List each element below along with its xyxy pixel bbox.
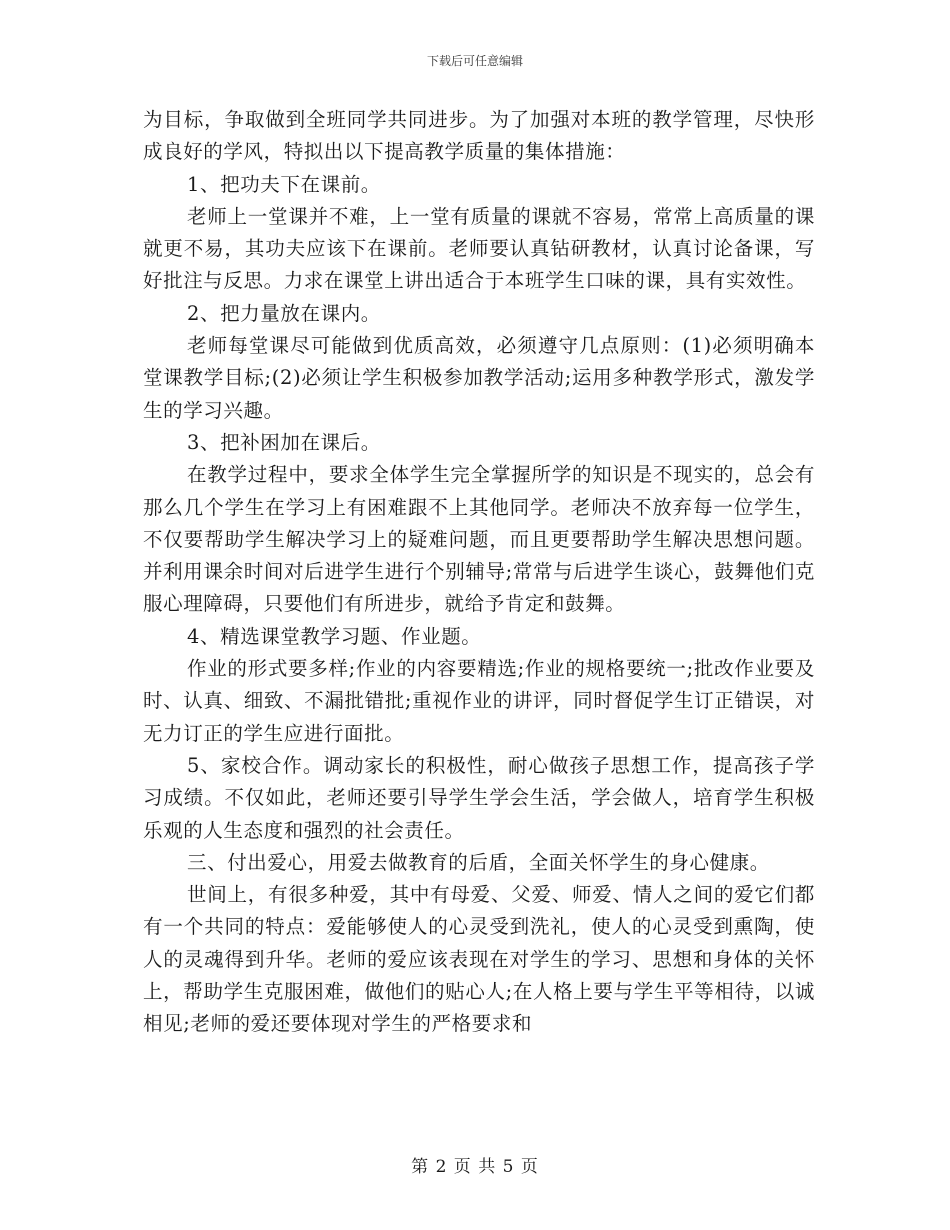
- heading-item-3: 3、把补困加在课后。: [187, 430, 381, 454]
- page-header: 下载后可任意编辑: [426, 54, 523, 68]
- section-heading-3: 三、付出爱心，用爱去做教育的后盾，全面关怀学生的身心健康。: [187, 850, 770, 874]
- paragraph-item-3: 在教学过程中，要求全体学生完全掌握所学的知识是不现实的，总会有那么几个学生在学习上有困难跟不上其他同学。老师决不放弃每一位学生，不仅要帮助学生解决学习上的疑难问题，而且更要帮助学生解决思想问题。并利用课余时间对后进学生进行个别辅导;常常与后进学生谈心，鼓舞他们克服心理障碍，只要他们有所进步，就给予肯定和鼓舞。: [143, 463, 815, 616]
- paragraph-love: 世间上，有很多种爱，其中有母爱、父爱、师爱、情人之间的爱它们都有一个共同的特点：爱能够使人的心灵受到洗礼，使人的心灵受到熏陶，使人的灵魂得到升华。老师的爱应该表现在对学生的学习、思想和身体的关怀上，帮助学生克服困难，做他们的贴心人;在人格上要与学生平等相待，以诚相见;老师的爱还要体现对学生的严格要求和: [143, 883, 815, 1036]
- document-body: [143, 104, 815, 1041]
- paragraph-item-4: 作业的形式要多样;作业的内容要精选;作业的规格要统一;批改作业要及时、认真、细致、不漏批错批;重视作业的讲评，同时督促学生订正错误，对无力订正的学生应进行面批。: [143, 657, 815, 745]
- page-number-footer: 第 2 页 共 5 页: [411, 1157, 539, 1177]
- paragraph-goal-continuation: 为目标，争取做到全班同学共同进步。为了加强对本班的教学管理，尽快形成良好的学风，特拟出以下提高教学质量的集体措施：: [143, 108, 815, 164]
- paragraph-item-5: 5、家校合作。调动家长的积极性，耐心做孩子思想工作，提高孩子学习成绩。不仅如此，老师还要引导学生学会生活，学会做人，培育学生积极乐观的人生态度和强烈的社会责任。: [143, 753, 815, 842]
- paragraph-item-1: 老师上一堂课并不难，上一堂有质量的课就不容易，常常上高质量的课就更不易，其功夫应该下在课前。老师要认真钻研教材，认真讨论备课，写好批注与反思。力求在课堂上讲出适合于本班学生口味的课，具有实效性。: [143, 204, 815, 293]
- paragraph-item-2: 老师每堂课尽可能做到优质高效，必须遵守几点原则：(1)必须明确本堂课教学目标;(2)必须让学生积极参加教学活动;运用多种教学形式，激发学生的学习兴趣。: [143, 334, 815, 422]
- heading-item-2: 2、把力量放在课内。: [187, 301, 381, 325]
- heading-item-4: 4、精选课堂教学习题、作业题。: [187, 624, 482, 648]
- heading-item-1: 1、把功夫下在课前。: [187, 172, 381, 196]
